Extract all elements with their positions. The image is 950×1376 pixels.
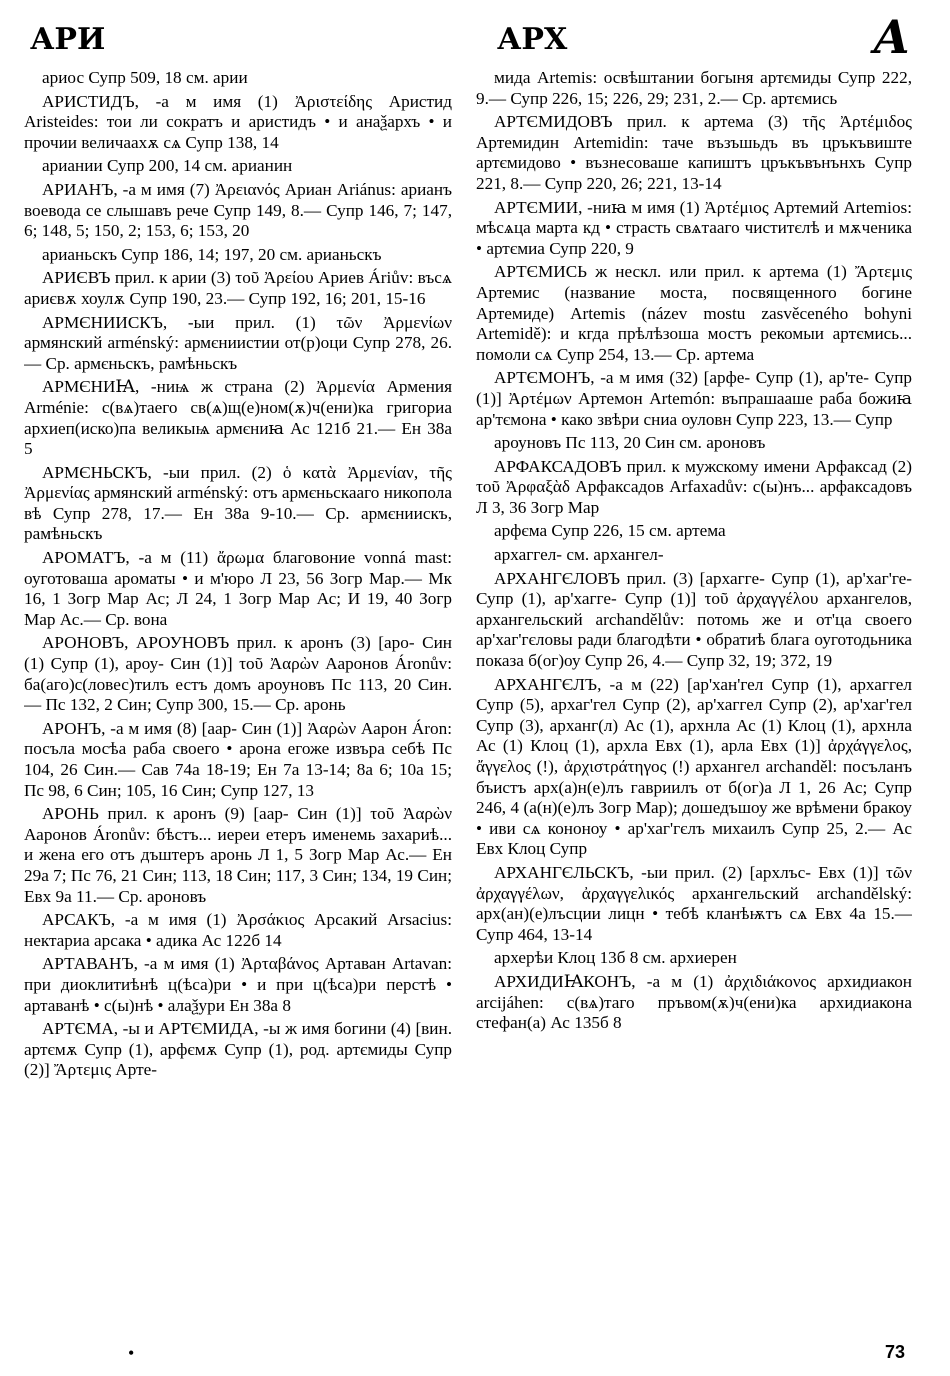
dictionary-entry: АРХАНГЄЛОВЪ прил. (3) [архагге- Супр (1), ар'хаг'ге- Супр (1), ар'хагге- Супр (1)] τοῦ ἀρχαγγέλου архангелов, архангельский archandělův: потомь же и от'ца своего ар'хаг'гєловы ради благодѣти • обратиѣ блага оуготодьника показа б(ог)оу Супр 26, 4.— Супр 32, 19; 372, 19 bbox=[476, 568, 912, 671]
dictionary-entry: АРХАНГЄЛЪ, -а м (22) [ар'хан'гел Супр (1), архаггел Супр (5), архаг'гел Супр (2), ар'хаггел Супр (2), ар'хаг'гел Супр (3), арханг(л) Ас (1), архнла Ас (1) Клоц (1), архнла Ас (1) Клоц (1), архла Евх (1), арла Евх (1)] ἀρχάγγελος, ἄγγελος (!), ἀρχιστράτηγος (!) архангел archanděl: посъланъ бъистъ арх(а)н(е)лъ гавриилъ от б(ог)а Л 1, 26 Ас; Супр 246, 4 (а(н)(е)лъ Зогр Мар); дошедъшоу же врѣмени бракоу • иви сѧ кононоу • ар'хаг'гєлъ михаилъ Супр 25, 2.— Ас Евх Клоц Супр bbox=[476, 674, 912, 859]
dictionary-entry: АРОНЪ, -а м имя (8) [аар- Син (1)] Ἀαρὼν Аарон Áron: посъла мосѣа раба своего • арона егоже извъра себѣ Пс 104, 26 Син.— Сав 74а 18-19; Ен 7а 13-14; 8а 6; 10а 15; Пс 98, 6 Син; 105, 16 Син; Супр 127, 13 bbox=[24, 718, 452, 800]
dictionary-entry: АРТЄМОНЪ, -а м имя (32) [арфе- Супр (1), ар'те- Супр (1)] Ἀρτέμων Артемон Artemón: въпрашааше раба божиꙗ ар'тємона • како звѣри сниа оуловн Супр 223, 13.— Супр bbox=[476, 368, 912, 429]
dictionary-entry: арфєма Супр 226, 15 см. артема bbox=[494, 521, 726, 541]
left-column bbox=[24, 68, 452, 1338]
page-number: 73 bbox=[885, 1342, 906, 1362]
dictionary-entry: АРТАВАНЪ, -а м имя (1) Ἀρταβάνος Артаван Artavan: при диоклитиѣнѣ ц(ѣса)ри • и при ц(ѣса)ри перстѣ • артаванѣ • с(ы)нѣ • алаѯури Ен 38а 8 bbox=[24, 954, 452, 1015]
dictionary-entry: АРМЄНИИСКЪ, -ыи прил. (1) τῶν Ἀρμενίων армянский arménský: армєниистии от(р)оци Супр 278, 26.— Ср. армєньскъ, рамѣньскъ bbox=[24, 312, 452, 373]
dictionary-entry: АРОНОВЪ, АРОУНОВЪ прил. к аронъ (3) [аро- Син (1) Супр (1), ароу- Син (1)] τοῦ Ἀαρὼν Ааронов Áronův: ба(аго)с(ловес)тилъ естъ домъ ароуновъ Пс 113, 20 Син.— Пс 132, 2 Син; Супр 300, 15.— Ср. аронь bbox=[24, 633, 452, 715]
stray-mark: • bbox=[128, 1343, 135, 1363]
dictionary-entry: ароуновъ Пс 113, 20 Син см. ароновъ bbox=[494, 433, 766, 453]
dictionary-entry: АРТЄМА, -ы и АРТЄМИДА, -ы ж имя богини (4) [вин. артємѫ Супр (1), арфємѫ Супр (1), род. артємиды Супр (2)] Ἄρτεμις Арте- bbox=[24, 1019, 452, 1080]
dictionary-entry: арианьскъ Супр 186, 14; 197, 20 см. арианьскъ bbox=[42, 244, 382, 264]
dictionary-entry: АРХИДИꙖКОНЪ, -а м (1) ἀρχιδιάκονος архидиакон arcijáhen: с(вѧ)таго пръвом(ѫ)ч(ени)ка архидиакона стефан(а) Ас 135б 8 bbox=[476, 971, 912, 1033]
dictionary-entry: АРТЄМИИ, -ниꙗ м имя (1) Ἀρτέμιος Артемий Artemios: мѣсѧца марта кд • страсть свѧтааго чиститєлѣ и мѫченика • артємиа Супр 220, 9 bbox=[476, 197, 912, 258]
page-header bbox=[0, 8, 950, 68]
dictionary-entry: АРМЄНИꙖ, -ниѩ ж страна (2) Ἀρμενία Армения Arménie: с(вѧ)таего св(ѧ)щ(е)ном(ѫ)ч(ени)ка григориа архиеп(иско)па великыѩ армєниꙗ Ас 121б 21.— Ен 38а 5 bbox=[24, 377, 452, 459]
dictionary-entry: АРХАНГЄЛЬСКЪ, -ыи прил. (2) [архлъс- Евх (1)] τῶν ἀρχαγγέλων, ἀρχαγγελικός архангельский archandělský: арх(ан)(е)лъсции лицн • тебѣ кланѣѭтъ сѧ Евх 4а 15.— Супр 464, 13-14 bbox=[476, 862, 912, 944]
dictionary-entry: АРИАНЪ, -а м имя (7) Ἀρειανός Ариан Ariánus: арианъ воевода се слышавъ рече Супр 149, 8.— Супр 146, 7; 147, 6; 148, 5; 150, 2; 153, 6; 153, 20 bbox=[24, 179, 452, 241]
right-column bbox=[476, 68, 912, 1338]
dictionary-entry: мида Artemis: освѣштании богыня артємиды Супр 222, 9.— Супр 226, 15; 226, 29; 231, 2.— Ср. артємись bbox=[476, 68, 912, 108]
dictionary-entry: АРМЄНЬСКЪ, -ыи прил. (2) ὁ κατὰ Ἀρμενίαν, τῆς Ἀρμενίας армянский arménský: отъ армєньскааго никопола вѣ Супр 278, 17.— Ен 38а 9-10.— Ср. армєниискъ, рамѣньскъ bbox=[24, 462, 452, 544]
dictionary-entry: АРТЄМИДОВЪ прил. к артема (3) τῆς Ἀρτέμιδος Артемидин Artemidin: таче възъшьдъ въ цръкъвиште артємидово • възнесоваше капиштъ цръкъвънънхъ Супр 221, 8.— Супр 220, 26; 221, 13-14 bbox=[476, 112, 912, 193]
running-head-center: АРХ bbox=[497, 22, 568, 57]
dictionary-entry: АРТЄМИСЬ ж нескл. или прил. к артема (1) Ἄρτεμις Артемис (название моста, посвященного богине Артемиде) Artemis (název mostu zasvěceného bohyni Artemidě): и кгда прѣлѣзоша мостъ рекомыи артємись... помоли сѧ Супр 254, 13.— Ср. артема bbox=[476, 262, 912, 364]
dictionary-entry: АРИСТИДЪ, -а м имя (1) Ἀριστείδης Аристид Aristeides: тои ли сократъ и аристидъ • и анаѯархъ • и прочии величаахѫ сѧ Супр 138, 14 bbox=[24, 91, 452, 152]
dictionary-entry: АРСАКЪ, -а м имя (1) Ἀρσάκιος Арсакий Arsacius: нектариа арсака • адика Ас 122б 14 bbox=[24, 910, 452, 950]
dictionary-entry: АРОМАТЪ, -а м (11) ἄρωμα благовоние vonná mast: оуготоваша ароматы • и м'юро Л 23, 56 Зогр Мар.— Мк 16, 1 Зогр Мар Ас; Л 24, 1 Зогр Мар Ас; И 19, 40 Зогр Мар Ас.— Ср. вона bbox=[24, 548, 452, 629]
dictionary-entry: архерѣи Клоц 13б 8 см. архиерен bbox=[494, 948, 737, 968]
running-head-left: АРИ bbox=[30, 22, 106, 57]
dictionary-entry: АРОНЬ прил. к аронъ (9) [аар- Син (1)] τοῦ Ἀαρὼν Ааронов Áronův: бѣстъ... иереи етеръ именемь захариѣ... и жена его отъ дъштеръ аронь Л 1, 5 Зогр Мар Ас.— Ен 29а 7; Пс 76, 21 Син; 113, 18 Син; 117, 3 Син; 134, 19 Син; Евх 9а 11.— Ср. ароновъ bbox=[24, 804, 452, 906]
dictionary-entry: АРИЄВЪ прил. к арии (3) τοῦ Ἀρείου Ариев Áriův: въсѧ ариєвѫ хоулѫ Супр 190, 23.— Супр 192, 16; 201, 15-16 bbox=[24, 268, 452, 308]
dictionary-entry: ариос Супр 509, 18 см. арии bbox=[42, 68, 248, 87]
dictionary-entry: архаггел- см. архангел- bbox=[494, 545, 664, 565]
dictionary-entry: ариании Супр 200, 14 см. арианин bbox=[42, 156, 293, 176]
dictionary-entry: АРФАКСАДОВЪ прил. к мужскому имени Арфаксад (2) τοῦ Ἀρφαξὰδ Арфаксадов Arfaxadův: с(ы)нъ... арфаксадовъ Л 3, 36 Зогр Мар bbox=[476, 456, 912, 517]
section-letter: А bbox=[873, 10, 911, 64]
